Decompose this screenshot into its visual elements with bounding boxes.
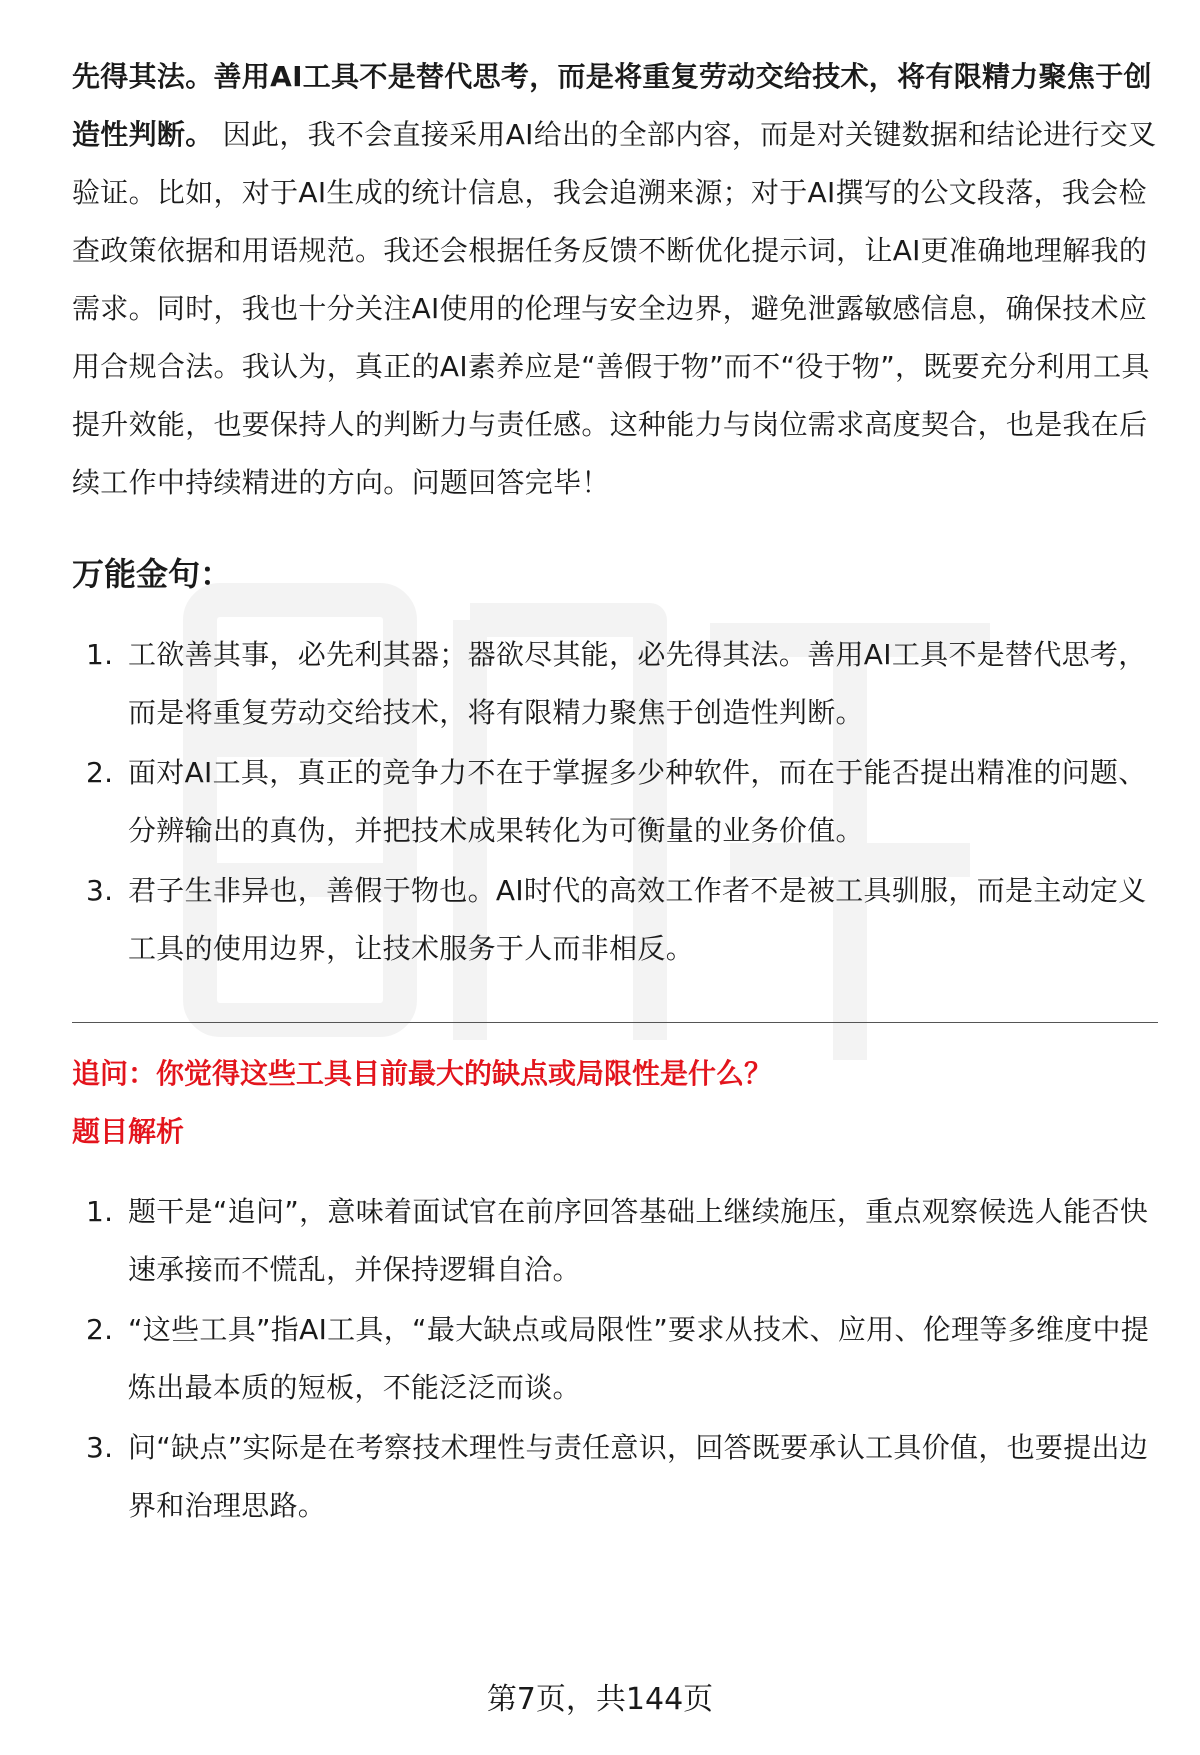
- list-item-text: “这些工具”指AI工具，“最大缺点或局限性”要求从技术、应用、伦理等多维度中提炼出最本质的短板，不能泛泛而谈。: [128, 1313, 1150, 1404]
- list-item: [72, 626, 1158, 742]
- list-item: [72, 1419, 1158, 1535]
- intro-paragraph: [72, 48, 1158, 512]
- analysis-heading: 题目解析: [72, 1115, 185, 1148]
- intro-normal-text: 因此，我不会直接采用AI给出的全部内容，而是对关键数据和结论进行交叉验证。比如，对于AI生成的统计信息，我会追溯来源；对于AI撰写的公文段落，我会检查政策依据和用语规范。我还会根据任务反馈不断优化提示词，让AI更准确地理解我的需求。同时，我也十分关注AI使用的伦理与安全边界，避免泄露敏感信息，确保技术应用合规合法。我认为，真正的AI素养应是“善假于物”而不“役于物”，既要充分利用工具提升效能，也要保持人的判断力与责任感。这种能力与岗位需求高度契合，也是我在后续工作中持续精进的方向。问题回答完毕！: [72, 118, 1157, 499]
- list-item-number: 3.: [86, 874, 114, 907]
- list-item-text: 题干是“追问”，意味着面试官在前序回答基础上继续施压，重点观察候选人能否快速承接而不慌乱，并保持逻辑自洽。: [128, 1195, 1149, 1286]
- list-item: [72, 1183, 1158, 1299]
- list-item-number: 1.: [86, 1195, 114, 1228]
- list-item-number: 3.: [86, 1431, 114, 1464]
- list-item-text: 面对AI工具，真正的竞争力不在于掌握多少种软件，而在于能否提出精准的问题、分辨输出的真伪，并把技术成果转化为可衡量的业务价值。: [128, 756, 1147, 847]
- list-item-text: 君子生非异也，善假于物也。AI时代的高效工作者不是被工具驯服，而是主动定义工具的使用边界，让技术服务于人而非相反。: [128, 874, 1147, 965]
- list-item: [72, 744, 1158, 860]
- list-item-number: 2.: [86, 756, 114, 789]
- list-item-number: 2.: [86, 1313, 114, 1346]
- followup-question: 追问：你觉得这些工具目前最大的缺点或局限性是什么？: [72, 1057, 773, 1090]
- golden-sentences-list: [72, 626, 1158, 978]
- intro-bold-text: 先得其法。善用AI工具不是替代思考，而是将重复劳动交给技术，将有限精力聚焦于创造性判断。: [72, 60, 1152, 151]
- list-item: [72, 1301, 1158, 1417]
- list-item: [72, 862, 1158, 978]
- page-number: 第7页，共144页: [486, 1682, 714, 1717]
- analysis-list: [72, 1183, 1158, 1535]
- list-item-number: 1.: [86, 638, 114, 671]
- document-content: [72, 48, 1158, 1537]
- golden-sentences-heading: 万能金句：: [72, 555, 233, 593]
- list-item-text: 问“缺点”实际是在考察技术理性与责任意识，回答既要承认工具价值，也要提出边界和治理思路。: [128, 1431, 1149, 1522]
- list-item-text: 工欲善其事，必先利其器；器欲尽其能，必先得其法。善用AI工具不是替代思考，而是将重复劳动交给技术，将有限精力聚焦于创造性判断。: [128, 638, 1147, 729]
- section-divider: [72, 1022, 1158, 1023]
